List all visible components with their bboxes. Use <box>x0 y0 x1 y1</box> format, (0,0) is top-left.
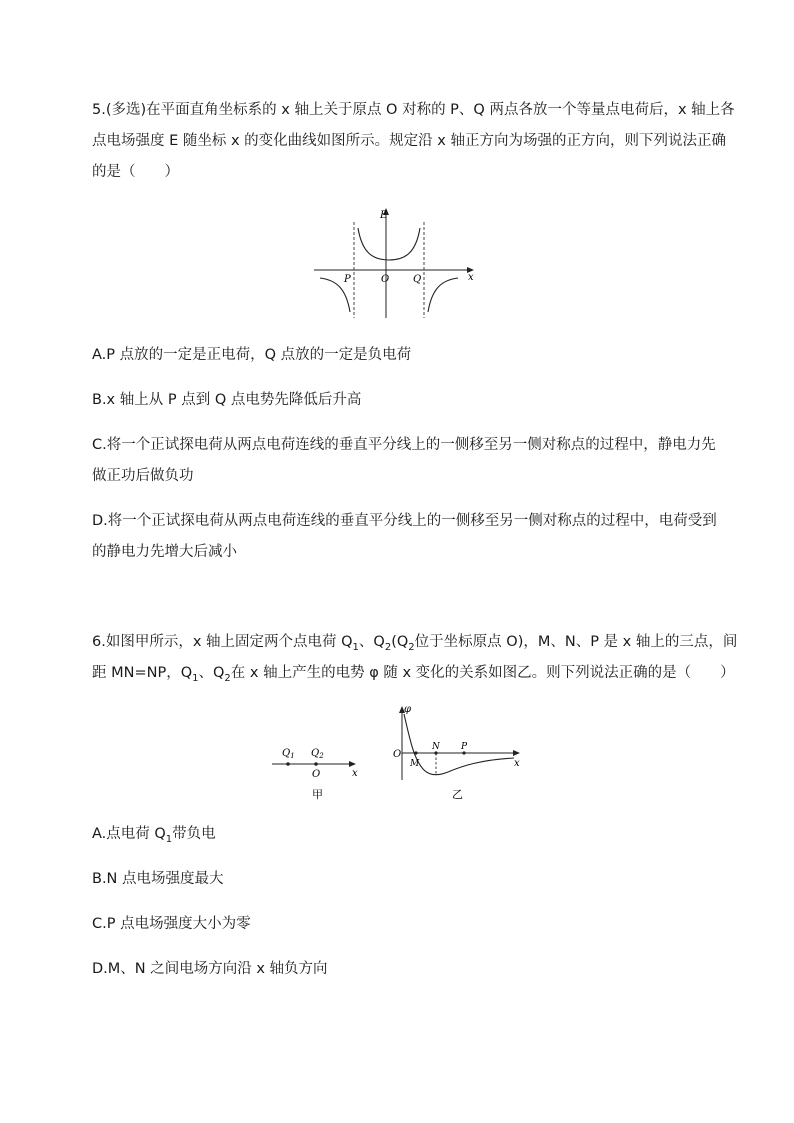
q5-stem-line1: 5.(多选)在平面直角坐标系的 x 轴上关于原点 O 对称的 P、Q 两点各放一个等量点电荷后，x 轴上各 <box>92 102 735 118</box>
q5-label-Q: Q <box>413 274 422 285</box>
q6-figure-a <box>268 738 368 802</box>
q6-stem-a-sub3: 2 <box>408 641 415 653</box>
q6-stem-a: 6.如图甲所示，x 轴上固定两个点电荷 Q <box>92 634 353 650</box>
q5-option-a: A.P 点放的一定是正电荷，Q 点放的一定是负电荷 <box>92 347 412 363</box>
q6-option-a-pre: A.点电荷 Q <box>92 826 166 842</box>
q6a-label-q1: $Q_1$ <box>282 748 295 760</box>
q6-stem-line1 <box>92 632 737 652</box>
q6a-label-q2: $Q_2$ <box>311 748 324 760</box>
q5-field-figure <box>310 202 480 322</box>
q5-stem-line3: 的是（ ） <box>92 164 179 180</box>
q5-option-d-line1: D.将一个正试探电荷从两点电荷连线的垂直平分线上的一侧移至另一侧对称点的过程中，电荷受到 <box>92 513 717 529</box>
q6b-label-N: N <box>432 742 440 752</box>
q6-stem-a-sub2: 2 <box>384 641 392 653</box>
q6-stem-line2 <box>92 663 735 683</box>
q6a-label-O: O <box>312 769 321 780</box>
q5-stem-line2: 点电场强度 E 随坐标 x 的变化曲线如图所示。规定沿 x 轴正方向为场强的正方向，则下列说法正确 <box>92 133 726 149</box>
q6-stem-b-start: 距 MN=NP，Q <box>92 665 193 681</box>
q6b-label-x: x <box>514 758 520 769</box>
q6-option-c: C.P 点电场强度大小为零 <box>92 916 251 932</box>
q5-option-b: B.x 轴上从 P 点到 Q 点电势先降低后升高 <box>92 392 362 408</box>
q6a-caption: 甲 <box>312 788 323 801</box>
q6-stem-a-mid: 、Q <box>358 634 385 650</box>
q6-stem-a-sub1: 1 <box>352 641 359 653</box>
q6b-label-P: P <box>461 742 468 752</box>
q6b-label-phi: φ <box>404 704 412 715</box>
q5-label-E: E <box>380 210 388 221</box>
q5-label-x: x <box>468 272 474 283</box>
q6-stem-b-end: 在 x 轴上产生的电势 φ 随 x 变化的关系如图乙。则下列说法正确的是（ ） <box>230 665 735 681</box>
q6-stem-a-paren: (Q <box>391 634 409 650</box>
q5-option-c-line2: 做正功后做负功 <box>92 468 194 484</box>
q6b-label-O: O <box>393 749 402 760</box>
q6a-label-x: x <box>352 768 358 779</box>
q6b-caption: 乙 <box>452 788 463 801</box>
q6-option-a-post: 带负电 <box>172 826 216 842</box>
q6-option-d: D.M、N 之间电场方向沿 x 轴负方向 <box>92 961 328 977</box>
q6b-label-M: M <box>410 759 420 769</box>
q6-stem-a-end: 位于坐标原点 O)，M、N、P 是 x 轴上的三点，间 <box>414 634 738 650</box>
q6-stem-b-sub2: 2 <box>224 672 231 684</box>
q5-label-O: O <box>381 274 390 285</box>
q6-option-a-sub: 1 <box>165 833 173 845</box>
q6-option-b: B.N 点电场强度最大 <box>92 871 224 887</box>
q6-stem-b-sub1: 1 <box>192 672 199 684</box>
q6-option-a <box>92 824 216 844</box>
q5-option-c-line1: C.将一个正试探电荷从两点电荷连线的垂直平分线上的一侧移至另一侧对称点的过程中，静电力先 <box>92 437 716 453</box>
q6-figure-b <box>390 700 530 802</box>
q5-label-P: P <box>344 274 351 285</box>
q6-stem-b-mid: 、Q <box>198 665 225 681</box>
q5-option-d-line2: 的静电力先增大后减小 <box>92 544 237 560</box>
